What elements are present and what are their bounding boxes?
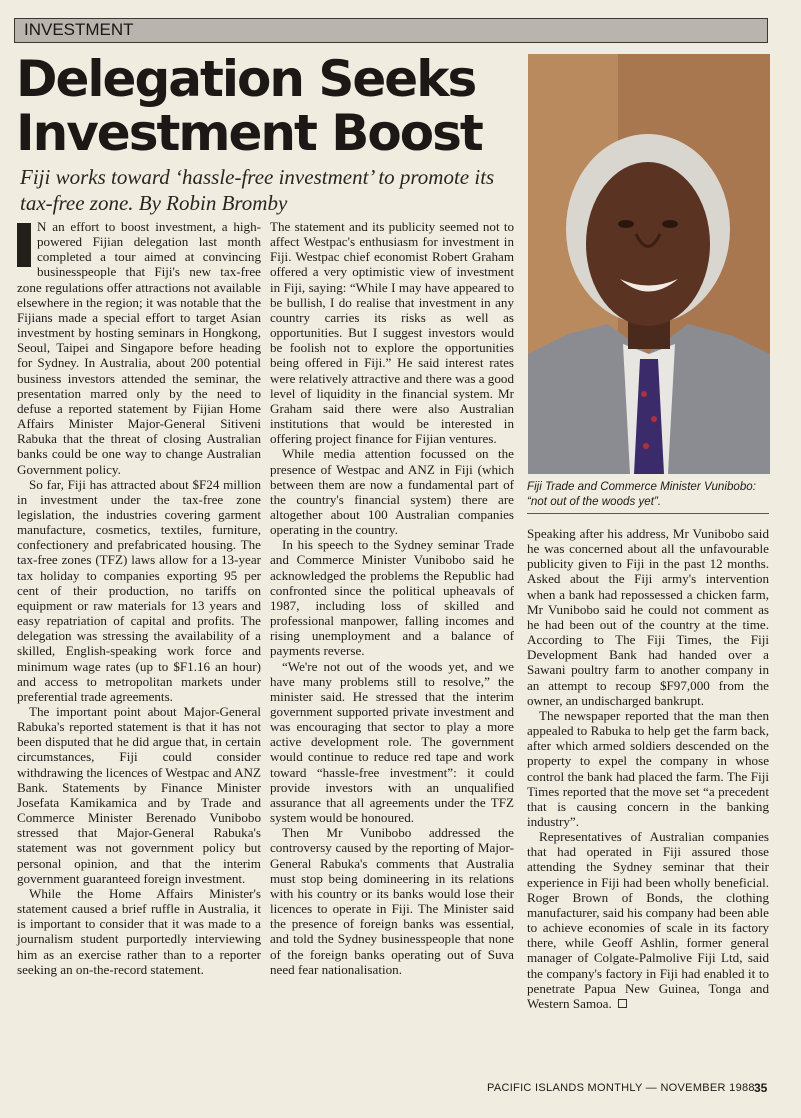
paragraph — [527, 829, 769, 1011]
paragraph-text: N an effort to boost investment, a high-powered Fijian delegation last month completed a tour aimed at convincing businesspeople that Fiji's new tax-free zone regulations offer attractions not available elsewhere in the region; it was notable that the Fijians made a special effort to target Asian investment by hosting seminars in Hongkong, Seoul, Taipei and Singapore before heading for Sydney. In Australia, about 200 potential business investors attended the seminar, the presentation marred only by the need to defuse a reported statement by Fijian Home Affairs Minister Major-General Sitiveni Rabuka that the threat of closing Australian banks could be one way to change Australian Government policy. — [17, 219, 261, 477]
caption-divider — [527, 513, 769, 514]
paragraph: While the Home Affairs Minister's statement caused a brief ruffle in Australia, it is important to consider that it was made to a journalism student purportedly interviewing him as an exercise rather than to a reporter seeking an on-the-record statement. — [17, 885, 261, 977]
section-label: INVESTMENT — [24, 20, 134, 39]
article-column-2 — [270, 219, 514, 977]
paragraph: The statement and its publicity seemed not to affect Westpac's enthusiasm for investment in Fiji. Westpac chief economist Robert Graham offered a very optimistic view of investment in Fiji, saying: “While I may have appeared to be bullish, I do realise that investment in any country carries its risks as well as opportunities. But I suggest investors would be foolish not to explore the opportunities being offered in Fiji.” He said interest rates were relatively attractive and there was a good level of liquidity in the financial system. Mr Graham said there were also Australian institutions that would be interested in offering project finance for Fijian ventures. — [270, 219, 514, 447]
portrait-illustration — [528, 54, 770, 474]
section-header-bar — [14, 18, 768, 43]
paragraph: “We're not out of the woods yet, and we have many problems still to resolve,” the minister said. He stressed that the interim government supported private investment and was encouraging that sector to play a more active development role. The government would continue to reduce red tape and work toward “hassle-free investment”: it could provide investors with an unqualified assurance that all agreements under the TFZ system would be honoured. — [270, 658, 514, 826]
drop-cap-block — [17, 223, 31, 267]
portrait-photo — [528, 54, 770, 474]
article-column-1 — [17, 219, 261, 977]
paragraph: Then Mr Vunibobo addressed the controversy caused by the reporting of Major-General Rabuka's comments that Australia must stop being domineering in its relations with his country or its banks would lose their licences to operate in Fiji. The Minister said the presence of foreign banks was essential, and told the Sydney businesspeople that none of the foreign banks operating out of Suva need fear nationalisation. — [270, 825, 514, 977]
paragraph: Speaking after his address, Mr Vunibobo said he was concerned about all the unfavourable publicity given to Fiji in the past 12 months. Asked about the Fiji army's intervention when a bank had repossessed a chicken farm, Mr Vunibobo said he could not comment as he had been out of the country at the time. According to The Fiji Times, the Fiji Development Bank had handed over a Sawani poultry farm to another company in an attempt to recoup $F97,000 from the owner, an undischarged bankrupt. — [527, 526, 769, 708]
end-of-article-icon — [618, 999, 627, 1008]
paragraph: The newspaper reported that the man then appealed to Rabuka to help get the farm back, after which armed soldiers descended on the property to expel the company in whose control the bank had placed the farm. The Fiji Times reported that the move set “a precedent that is causing concern in the banking industry”. — [527, 707, 769, 829]
paragraph: In his speech to the Sydney seminar Trade and Commerce Minister Vunibobo said he acknowledged the problems the Republic had confronted since the political upheavals of 1987, including loss of skilled and professional manpower, falling incomes and rising unemployment and a balance of payments reverse. — [270, 537, 514, 659]
footer-publication: PACIFIC ISLANDS MONTHLY — NOVEMBER 1988 — [487, 1082, 755, 1094]
paragraph: While media attention focussed on the presence of Westpac and ANZ in Fiji (which between them are now a fundamental part of the country's financial system) there are altogether about 100 Australian companies operating in the country. — [270, 446, 514, 538]
photo-caption: Fiji Trade and Commerce Minister Vunibobo: “not out of the woods yet”. — [527, 480, 756, 508]
paragraph-text: Representatives of Australian companies that had operated in Fiji assured those attending the Sydney seminar that their experience in Fiji had been wholly beneficial. Roger Brown of Bonds, the clothing manufacturer, said his company had been able to achieve economies of scale in its factory there, while Geoff Ashlin, former general manager of Colgate-Palmolive Fiji Ltd, said the company's factory in Fiji had enabled it to penetrate Papua New Guinea, Tonga and Western Samoa. — [527, 829, 769, 1011]
paragraph: So far, Fiji has attracted about $F24 million in investment under the tax-free zone legislation, the industries covering garment manufacture, cosmetics, textiles, furniture, confectionery and prefabricated housing. The tax-free zones (TFZ) laws allow for a 13-year tax holiday to companies exporting 95 per cent of their production, no tariffs on equipment or raw materials for 13 years and easy repatriation of capital and profits. The delegation was stressing the availability of a skilled, English-speaking work force and minimum wage rates (up to $F1.16 an hour) and access to metropolitan markets under preferential trade agreements. — [17, 476, 261, 704]
article-column-3 — [527, 526, 769, 1011]
page-number: 35 — [754, 1081, 768, 1095]
paragraph — [17, 219, 261, 477]
deck-subtitle: Fiji works toward ‘hassle-free investment’ to promote its tax-free zone. By Robin Bromby — [20, 165, 495, 215]
paragraph: The important point about Major-General Rabuka's reported statement is that it has not been disputed that he did argue that, in certain circumstances, Fiji could consider withdrawing the licences of Westpac and ANZ Bank. Statements by Finance Minister Josefata Kamikamica and by Trade and Commerce Minister Berenado Vunibobo stressed that Major-General Rabuka's statement was not government policy but personal opinion, and that the interim government guaranteed foreign investment. — [17, 704, 261, 886]
headline: Delegation Seeks Investment Boost — [16, 50, 482, 162]
